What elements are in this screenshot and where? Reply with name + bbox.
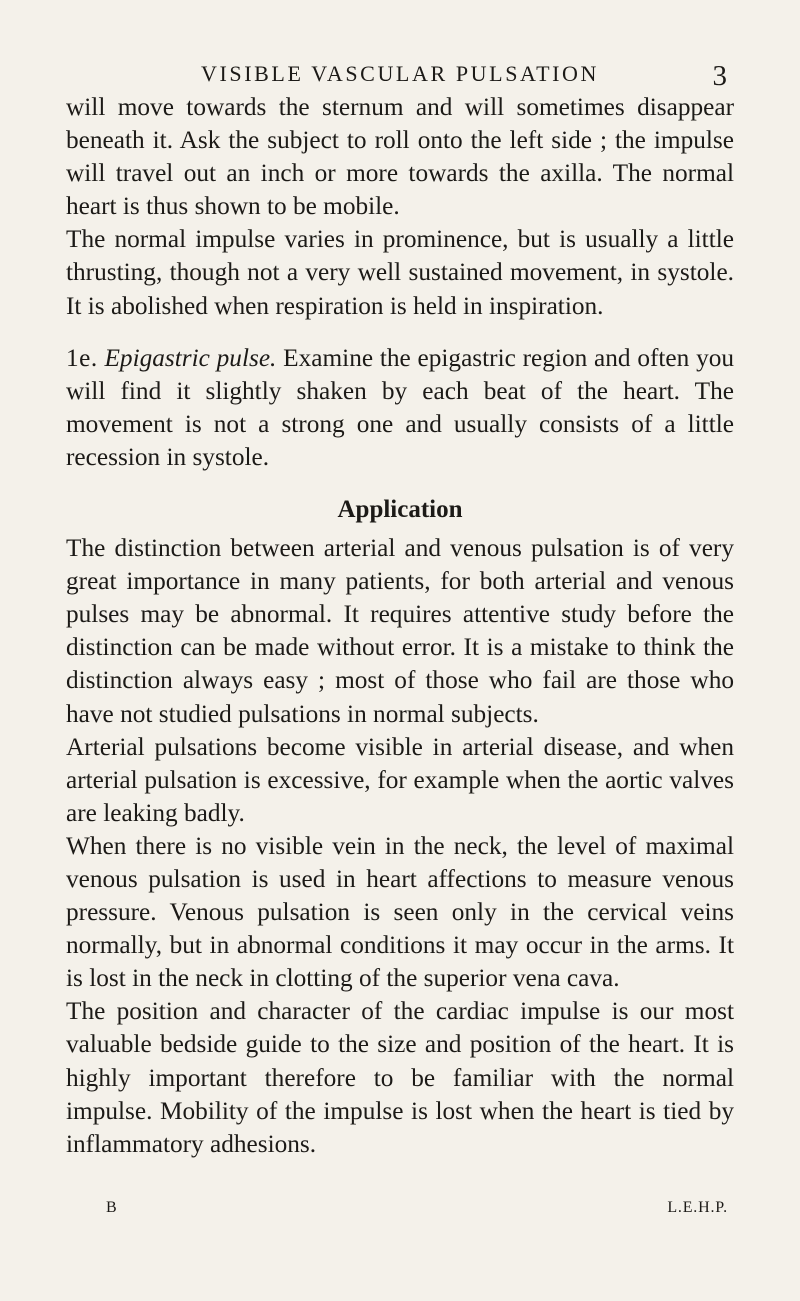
body-text <box>66 91 734 1161</box>
section-label: 1e. <box>66 343 98 372</box>
signature-letter: B <box>106 1199 118 1216</box>
running-title: VISIBLE VASCULAR PULSATION <box>200 61 600 86</box>
book-code: L.E.H.P. <box>667 1199 728 1216</box>
section-heading-application: Application <box>337 496 463 524</box>
paragraph-continuation: will move towards the sternum and will sometimes disappear beneath it. Ask the subject to roll onto the left side ; the impulse will travel out an inch or more towards the axilla. The normal heart is thus shown to be mobile. <box>66 93 734 221</box>
running-head <box>0 58 800 90</box>
section-title: Epigastric pulse. <box>104 343 277 372</box>
paragraph-normal-impulse: The normal impulse varies in prominence, but is usually a little thrusting, though not a very well sustained movement, in systole. It is abolished when respiration is held in inspiration. <box>66 225 734 320</box>
signature-marks <box>0 1199 800 1221</box>
paragraph-arterial: Arterial pulsations become visible in arterial disease, and when arterial pulsation is excessive, for example when the aortic valves are leaking badly. <box>66 732 734 827</box>
paragraph-cardiac-impulse: The position and character of the cardiac impulse is our most valuable bedside guide to the size and position of the heart. It is highly important therefore to be familiar with the normal impulse. Mobility of the impulse is lost when the heart is tied by inflammatory adhesions. <box>66 997 734 1158</box>
paragraph-epigastric-pulse <box>66 342 734 474</box>
paragraph-distinction: The distinction between arterial and venous pulsation is of very great importance in many patients, for both arterial and venous pulses may be abnormal. It requires attentive study before the distinction can be made without error. It is a mistake to think the distinction always easy ; most of those who fail are those who have not studied pulsations in normal subjects. <box>66 534 734 728</box>
paragraph-venous: When there is no visible vein in the neck, the level of maximal venous pulsation is used in heart affections to measure venous pressure. Venous pulsation is seen only in the cervical veins normally, but in abnormal conditions it may occur in the arms. It is lost in the neck in clotting of the superior vena cava. <box>66 831 734 993</box>
page-number: 3 <box>712 60 727 92</box>
paragraph-text: Examine the epigastric region and often you will find it slightly shaken by each beat of the heart. The movement is not a strong one and usually consists of a little recession in systole. <box>66 343 735 471</box>
